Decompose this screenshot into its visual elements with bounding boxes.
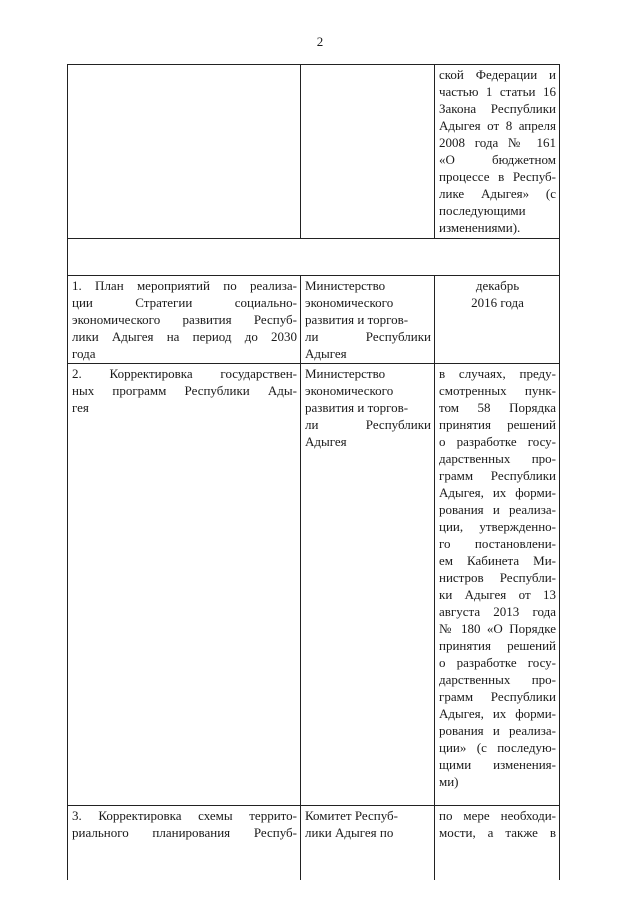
text-line: экономического <box>305 383 394 398</box>
text-line: ем Кабинета Ми- <box>439 553 556 568</box>
text-line: августа 2013 года <box>439 604 556 619</box>
text-line: ми) <box>439 774 459 789</box>
text-line: изменениями). <box>439 220 521 235</box>
strategic-planning-table <box>67 64 560 880</box>
cell-deadline <box>435 276 560 364</box>
text-line: том 58 Порядка <box>439 400 556 415</box>
text-line: о разработке госу- <box>439 655 556 670</box>
text-line: 2. Корректировка государствен- <box>72 366 297 381</box>
text-line: ных программ Республики Ады- <box>72 383 297 398</box>
text-line: развития и торгов- <box>305 312 409 327</box>
section-header-row <box>68 239 560 276</box>
text-line: рования и реализа- <box>439 502 556 517</box>
cell-responsible <box>301 276 435 364</box>
text-line: щими изменения- <box>439 757 556 772</box>
text-line: Министерство <box>305 366 386 381</box>
text-line: принятия решений <box>439 417 556 432</box>
text-line: грамм Республики <box>439 468 556 483</box>
text-line: Комитет Респуб- <box>305 808 398 823</box>
text-line: Министерство <box>305 278 386 293</box>
text-line: принятия решений <box>439 638 556 653</box>
cell-deadline <box>435 364 560 806</box>
text-line: грамм Республики <box>439 689 556 704</box>
text-line: дарственных про- <box>439 451 556 466</box>
text-line: «О бюджетном <box>439 152 556 167</box>
text-line: ции» (с последую- <box>439 740 556 755</box>
text-line: ции, утвержденно- <box>439 519 556 534</box>
text-line: последующими <box>439 203 526 218</box>
text-line: о разработке госу- <box>439 434 556 449</box>
text-line: ли Республики <box>305 417 431 432</box>
page-number: 2 <box>316 34 324 49</box>
cell-deadline <box>435 65 560 239</box>
section-header <box>68 239 560 276</box>
table-row <box>68 806 560 881</box>
text-line: Закона Республики <box>439 101 556 116</box>
table-row <box>68 276 560 364</box>
text-line: Адыгея, их форми- <box>439 706 556 721</box>
cell-document <box>68 276 301 364</box>
cell-responsible <box>301 806 435 881</box>
text-line: года <box>72 346 96 361</box>
text-line: экономического развития Респуб- <box>72 312 297 327</box>
text-line: 2016 года <box>471 295 524 310</box>
text-line: лики Адыгея на период до 2030 <box>72 329 297 344</box>
text-line: дарственных про- <box>439 672 556 687</box>
text-line: Адыгея от 8 апреля <box>439 118 556 133</box>
text-line: смотренных пунк- <box>439 383 556 398</box>
text-line: 3. Корректировка схемы террито- <box>72 808 297 823</box>
table-row-continued <box>68 65 560 239</box>
text-line: Адыгея, их форми- <box>439 485 556 500</box>
text-line: 2008 года № 161 <box>439 135 556 150</box>
text-line: 1. План мероприятий по реализа- <box>72 278 297 293</box>
text-line: Адыгея <box>305 346 347 361</box>
text-line: лике Адыгея» (с <box>439 186 556 201</box>
text-line: в случаях, преду- <box>439 366 556 381</box>
text-line: Адыгея <box>305 434 347 449</box>
cell-responsible <box>301 364 435 806</box>
text-line: процессе в Респуб- <box>439 169 556 184</box>
text-line: ции Стратегии социально- <box>72 295 297 310</box>
text-line: гея <box>72 400 89 415</box>
text-line: декабрь <box>475 278 520 293</box>
text-line: частью 1 статьи 16 <box>439 84 556 99</box>
cell-document <box>68 806 301 881</box>
text-line: го постановлени- <box>439 536 556 551</box>
text-line: ли Республики <box>305 329 431 344</box>
text-line: по мере необходи- <box>439 808 556 823</box>
text-line: ки Адыгея от 13 <box>439 587 556 602</box>
cell-deadline <box>435 806 560 881</box>
text-line: развития и торгов- <box>305 400 409 415</box>
text-line: нистров Республи- <box>439 570 556 585</box>
text-line: ской Федерации и <box>439 67 556 82</box>
text-line: мости, а также в <box>439 825 556 840</box>
text-line: риального планирования Респуб- <box>72 825 297 840</box>
text-line: лики Адыгея по <box>305 825 394 840</box>
text-line: рования и реализа- <box>439 723 556 738</box>
cell-responsible <box>301 65 435 239</box>
cell-document <box>68 65 301 239</box>
table-row <box>68 364 560 806</box>
text-line: экономического <box>305 295 394 310</box>
cell-document <box>68 364 301 806</box>
text-line: № 180 «О Порядке <box>439 621 556 636</box>
